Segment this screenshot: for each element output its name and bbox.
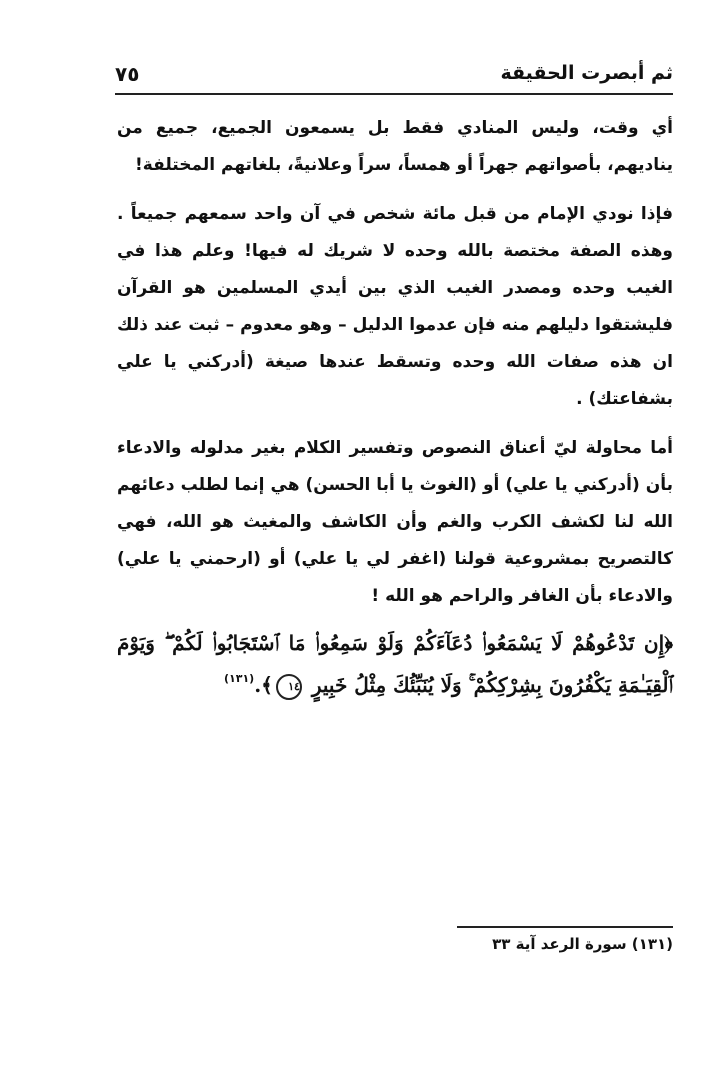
header-divider [115, 93, 673, 95]
paragraph-2: فإذا نودي الإمام من قبل مائة شخص في آن واحد سمعهم جميعاً . وهذه الصفة مختصة بالله وحده لا شريك له فيها! وعلم هذا في الغيب وحده ومصدر الغيب الذي بين أيدي المسلمين هو القرآن فليشتقوا دليلهم منه فإن عدموا الدليل – وهو معدوم – ثبت عند ذلك ان هذه صفات الله وحده وتسقط عندها صيغة (أدركني يا علي بشفاعتك) . [117, 204, 673, 409]
verse-open-bracket: ﴿ [664, 631, 673, 655]
running-head [115, 58, 673, 92]
verse-text: إِن تَدْعُوهُمْ لَا يَسْمَعُوا۟ دُعَآءَكُمْ وَلَوْ سَمِعُوا۟ مَا ٱسْتَجَابُوا۟ لَكُمْ ۖ وَيَوْمَ ٱلْقِيَـٰمَةِ يَكْفُرُونَ بِشِرْكِكُمْ ۚ وَلَا يُنَبِّئُكَ مِثْلُ خَبِيرٍ [117, 631, 673, 697]
ayah-number-icon: ١٤ [276, 674, 302, 700]
verse-close-bracket: ﴾. [254, 673, 273, 697]
footnote-reference: (١٣١) [223, 672, 255, 685]
footnote-divider [457, 926, 673, 928]
page-number: ٧٥ [115, 62, 140, 86]
footnote: (١٣١) سورة الرعد آية ٣٣ [492, 935, 673, 953]
paragraph-3: أما محاولة ليّ أعناق النصوص وتفسير الكلام بغير مدلوله والادعاء بأن (أدركني يا علي) أو (الغوث يا أبا الحسن) هي إنما لطلب دعائهم الله لنا لكشف الكرب والغم وأن الكاشف والمغيث هو الله، فهي كالتصريح بمشروعية قولنا (اغفر لي يا علي) أو (ارحمني يا علي) والادعاء بأن الغافر والراحم هو الله ! [117, 438, 673, 606]
paragraph-1: أي وقت، وليس المنادي فقط بل يسمعون الجميع، جميع من يناديهم، بأصواتهم جهراً أو همساً، سراً وعلانيةً، بلغاتهم المختلفة! [117, 118, 673, 175]
book-title: ثم أبصرت الحقيقة [500, 62, 673, 84]
body-text [117, 110, 673, 703]
quran-verse [117, 625, 673, 703]
